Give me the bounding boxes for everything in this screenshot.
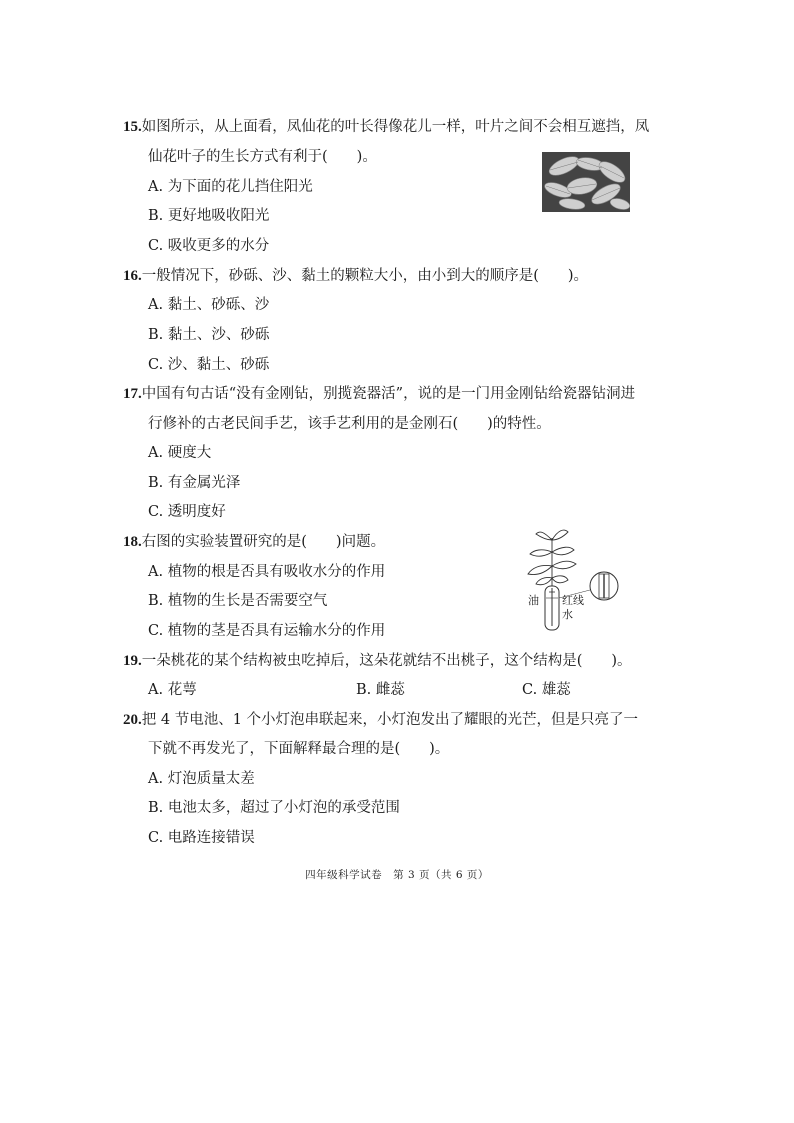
- question-15-line-2: 仙花叶子的生长方式有利于( )。: [148, 149, 377, 165]
- question-number: 18.: [123, 534, 142, 550]
- question-17-line-2: 行修补的古老民间手艺，该手艺利用的是金刚石( )的特性。: [148, 416, 551, 432]
- question-number: 20.: [123, 712, 142, 728]
- option-15b: B. 更好地吸收阳光: [148, 208, 270, 224]
- oil-label: 油: [528, 594, 539, 607]
- option-16c: C. 沙、黏土、砂砾: [148, 357, 270, 373]
- question-15-line-1: 15.如图所示，从上面看，凤仙花的叶长得像花儿一样，叶片之间不会相互遮挡，凤: [123, 119, 650, 135]
- option-17c: C. 透明度好: [148, 504, 226, 520]
- water-label: 水: [562, 608, 573, 621]
- option-19a: A. 花萼: [148, 682, 197, 698]
- option-19c: C. 雄蕊: [522, 682, 571, 698]
- question-17-line-1: 17.中国有句古话“没有金刚钻，别揽瓷器活”，说的是一门用金刚钻给瓷器钻洞进: [123, 386, 636, 402]
- option-18a: A. 植物的根是否具有吸收水分的作用: [148, 564, 386, 580]
- option-20c: C. 电路连接错误: [148, 830, 255, 846]
- question-20-line-1: 20.把 4 节电池、1 个小灯泡串联起来，小灯泡发出了耀眼的光芒，但是只亮了一: [123, 712, 639, 728]
- option-17a: A. 硬度大: [148, 445, 212, 461]
- red-thread-label: 红线: [562, 594, 584, 607]
- option-18b: B. 植物的生长是否需要空气: [148, 593, 328, 609]
- question-20-line-2: 下就不再发光了，下面解释最合理的是( )。: [148, 741, 450, 757]
- question-number: 15.: [123, 119, 142, 135]
- option-15a: A. 为下面的花儿挡住阳光: [148, 179, 313, 195]
- question-number: 16.: [123, 268, 142, 284]
- option-17b: B. 有金属光泽: [148, 475, 241, 491]
- option-20a: A. 灯泡质量太差: [148, 771, 255, 787]
- page-footer: 四年级科学试卷 第 3 页（共 6 页）: [305, 869, 489, 881]
- question-number: 17.: [123, 386, 142, 402]
- leaf-photo: [542, 152, 630, 212]
- question-19-line-1: 19.一朵桃花的某个结构被虫吃掉后，这朵花就结不出桃子，这个结构是( )。: [123, 653, 632, 669]
- option-16b: B. 黏土、沙、砂砾: [148, 327, 270, 343]
- option-15c: C. 吸收更多的水分: [148, 238, 270, 254]
- question-16-line-1: 16.一般情况下，砂砾、沙、黏土的颗粒大小，由小到大的顺序是( )。: [123, 268, 589, 284]
- option-19b: B. 雌蕊: [356, 682, 405, 698]
- option-20b: B. 电池太多，超过了小灯泡的承受范围: [148, 800, 400, 816]
- option-18c: C. 植物的茎是否具有运输水分的作用: [148, 623, 386, 639]
- option-16a: A. 黏土、砂砾、沙: [148, 297, 270, 313]
- question-18-line-1: 18.右图的实验装置研究的是( )问题。: [123, 534, 386, 550]
- plant-experiment-figure: [520, 528, 624, 634]
- question-number: 19.: [123, 653, 142, 669]
